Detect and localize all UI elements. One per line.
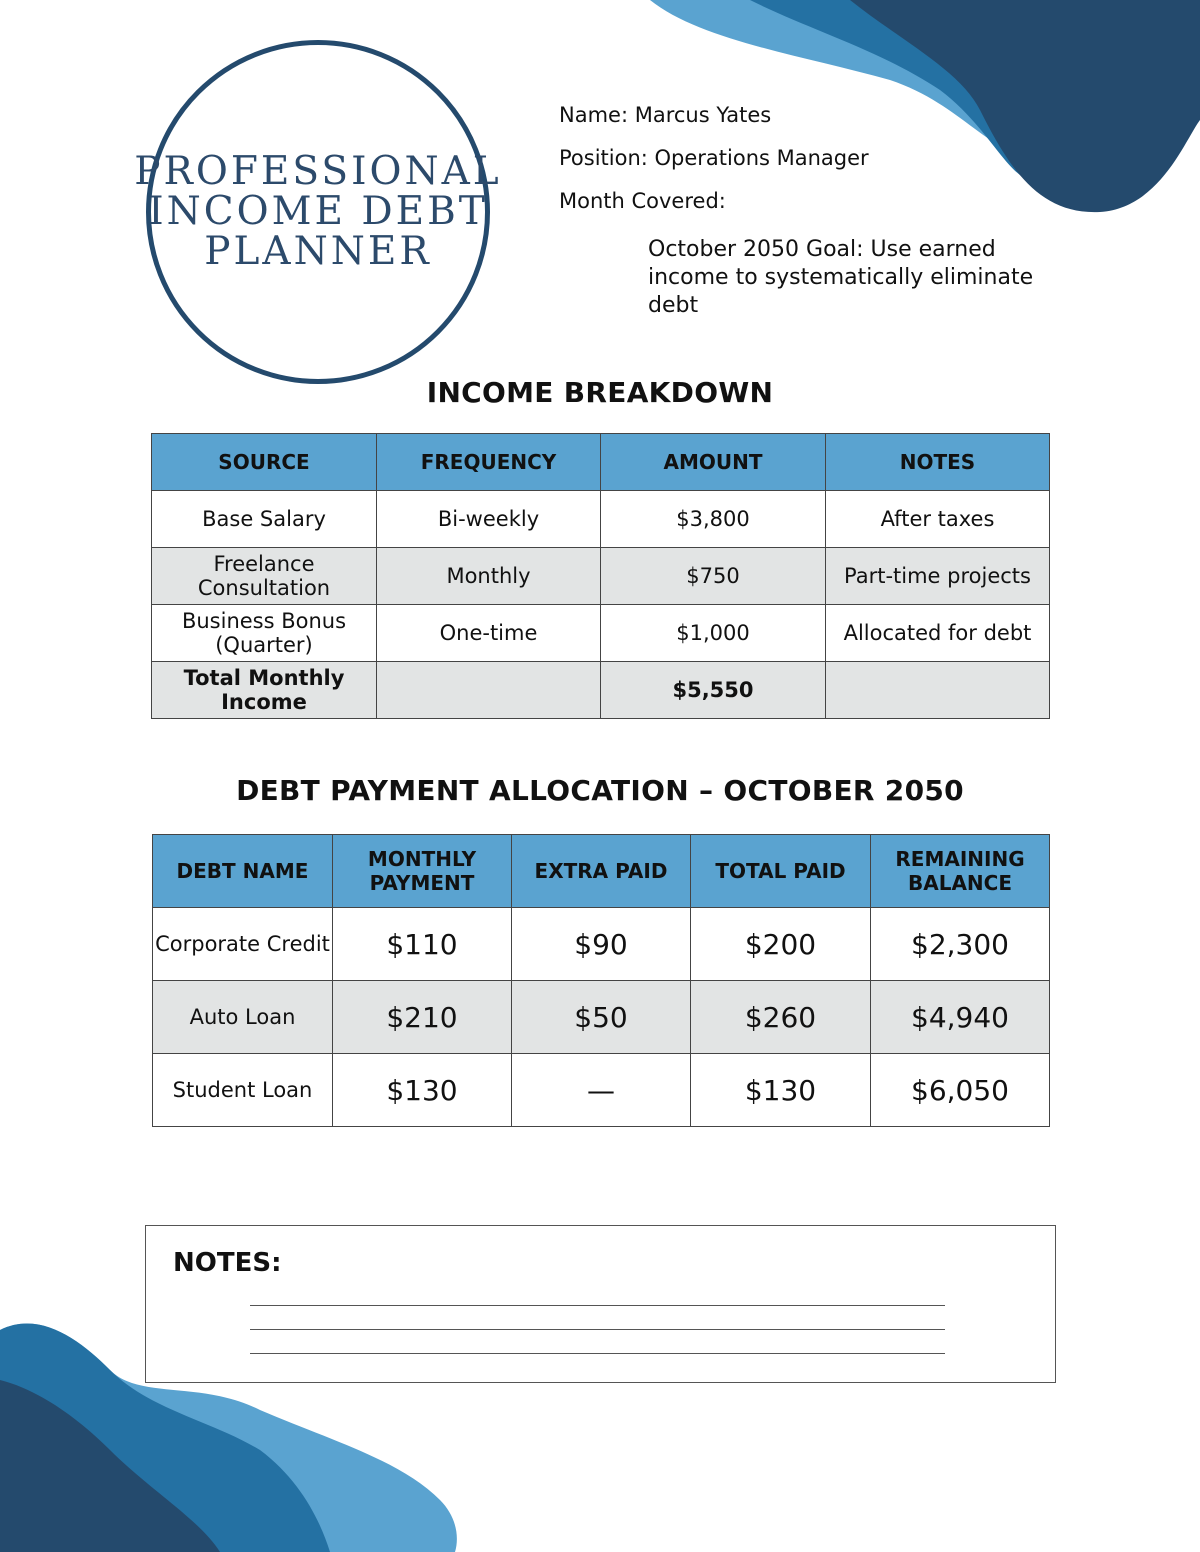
table-row xyxy=(152,605,1050,662)
income-notes: After taxes xyxy=(826,491,1050,548)
notes-write-line[interactable] xyxy=(250,1305,945,1306)
name-field: Name: Marcus Yates xyxy=(559,103,772,127)
debt-header-row xyxy=(153,835,1050,908)
income-amount: $3,800 xyxy=(601,491,826,548)
extra-paid: $90 xyxy=(512,908,691,981)
table-row xyxy=(153,981,1050,1054)
extra-paid: — xyxy=(512,1054,691,1127)
extra-paid: $50 xyxy=(512,981,691,1054)
income-notes: Allocated for debt xyxy=(826,605,1050,662)
column-header: DEBT NAME xyxy=(153,835,333,908)
income-source: Freelance Consultation xyxy=(152,548,377,605)
logo-title-line: PLANNER xyxy=(204,229,432,274)
total-label: Total Monthly Income xyxy=(152,662,377,719)
debt-section-title: DEBT PAYMENT ALLOCATION – OCTOBER 2050 xyxy=(236,774,964,807)
notes-write-line[interactable] xyxy=(250,1329,945,1330)
monthly-payment: $130 xyxy=(333,1054,512,1127)
income-frequency: Monthly xyxy=(377,548,601,605)
income-notes: Part-time projects xyxy=(826,548,1050,605)
income-frequency: Bi-weekly xyxy=(377,491,601,548)
column-header: MONTHLY PAYMENT xyxy=(333,835,512,908)
empty-cell xyxy=(377,662,601,719)
column-header: EXTRA PAID xyxy=(512,835,691,908)
monthly-payment: $110 xyxy=(333,908,512,981)
debt-name: Student Loan xyxy=(153,1054,333,1127)
logo-title-line: PROFESSIONAL xyxy=(134,149,502,194)
total-paid: $260 xyxy=(691,981,871,1054)
month-covered-label: Month Covered: xyxy=(559,189,726,213)
income-table xyxy=(151,433,1050,719)
logo-title-line: INCOME DEBT xyxy=(148,189,488,234)
total-paid: $200 xyxy=(691,908,871,981)
monthly-payment: $210 xyxy=(333,981,512,1054)
income-source: Business Bonus (Quarter) xyxy=(152,605,377,662)
month-goal-text: October 2050 Goal: Use earned income to systematically eliminate debt xyxy=(648,237,1034,318)
notes-label: NOTES: xyxy=(173,1248,282,1278)
income-section-title: INCOME BREAKDOWN xyxy=(426,376,774,409)
income-source: Base Salary xyxy=(152,491,377,548)
column-header: TOTAL PAID xyxy=(691,835,871,908)
debt-name: Auto Loan xyxy=(153,981,333,1054)
table-row xyxy=(153,908,1050,981)
total-paid: $130 xyxy=(691,1054,871,1127)
logo-circle xyxy=(134,40,502,384)
table-row xyxy=(152,491,1050,548)
income-amount: $750 xyxy=(601,548,826,605)
column-header: AMOUNT xyxy=(601,434,826,491)
debt-name: Corporate Credit xyxy=(153,908,333,981)
total-amount: $5,550 xyxy=(601,662,826,719)
column-header: NOTES xyxy=(826,434,1050,491)
table-row xyxy=(152,548,1050,605)
notes-write-line[interactable] xyxy=(250,1353,945,1354)
remaining-balance: $4,940 xyxy=(871,981,1050,1054)
empty-cell xyxy=(826,662,1050,719)
income-frequency: One-time xyxy=(377,605,601,662)
income-amount: $1,000 xyxy=(601,605,826,662)
column-header: FREQUENCY xyxy=(377,434,601,491)
notes-box[interactable] xyxy=(145,1225,1056,1383)
column-header: REMAINING BALANCE xyxy=(871,835,1050,908)
debt-table xyxy=(152,834,1050,1127)
column-header: SOURCE xyxy=(152,434,377,491)
position-field: Position: Operations Manager xyxy=(559,146,869,170)
table-row xyxy=(153,1054,1050,1127)
income-header-row xyxy=(152,434,1050,491)
remaining-balance: $6,050 xyxy=(871,1054,1050,1127)
remaining-balance: $2,300 xyxy=(871,908,1050,981)
total-row xyxy=(152,662,1050,719)
